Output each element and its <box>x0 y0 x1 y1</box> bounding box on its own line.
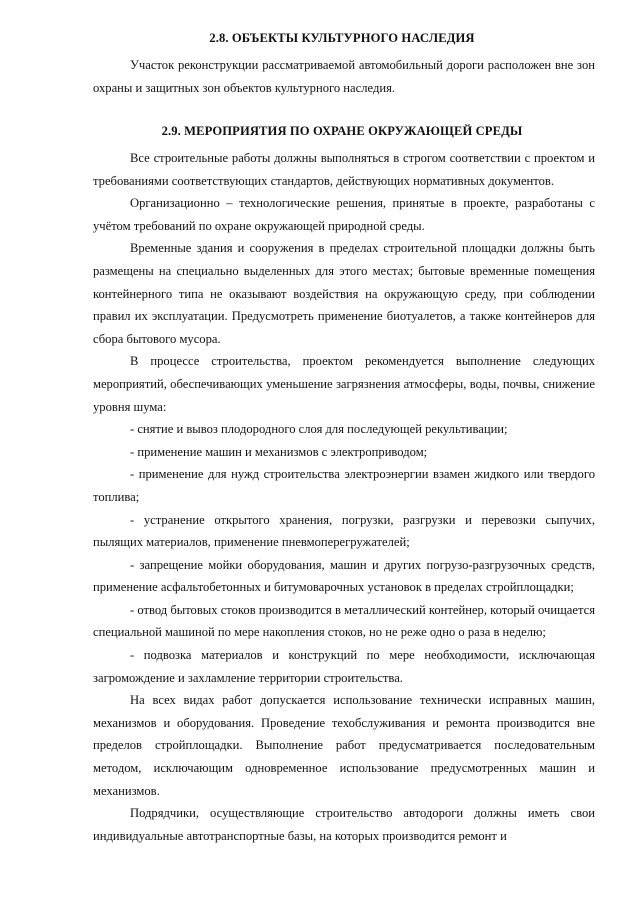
section-heading-cultural-heritage: 2.8. ОБЪЕКТЫ КУЛЬТУРНОГО НАСЛЕДИЯ <box>209 31 475 45</box>
list-item: - отвод бытовых стоков производится в металлический контейнер, который очищается специальной машиной по мере накопления стоков, но не реже одно о раза в неделю; <box>93 602 595 640</box>
list-item: - применение машин и механизмов с электроприводом; <box>130 444 428 459</box>
section-body-environmental-measures <box>93 147 595 847</box>
list-item: - применение для нужд строительства электроэнергии взамен жидкого или твердого топлива; <box>93 467 595 504</box>
paragraph: На всех видах работ допускается использование технически исправных машин, механизмов и оборудования. Проведение техобслуживания и ремонта производится вне пределов стройплощадки. Выполнение работ предусматривается последовательным методом, исключающим одновременное использование предусмотренных машин и механизмов. <box>93 693 595 798</box>
paragraph: Подрядчики, осуществляющие строительство автодороги должны иметь свои индивидуальные автотранспортные базы, на которых производится ремонт и <box>93 806 595 843</box>
list-item: - снятие и вывоз плодородного слоя для последующей рекультивации; <box>130 422 508 437</box>
paragraph: В процессе строительства, проектом рекомендуется выполнение следующих мероприятий, обеспечивающих уменьшение загрязнения атмосферы, воды, почвы, снижение уровня шума: <box>93 354 595 414</box>
paragraph: Организационно – технологические решения, принятые в проекте, разработаны с учётом требований по охране окружающей природной среды. <box>93 196 595 233</box>
paragraph: Временные здания и сооружения в пределах строительной площадки должны быть размещены на специально выделенных для этого местах; бытовые временные помещения контейнерного типа не оказывают воздействия на окружающую среду, при соблюдении правил их эксплуатации. Предусмотреть применение биотуалетов, а также контейнеров для сбора бытового мусора. <box>93 241 595 346</box>
list-item: - подвозка материалов и конструкций по мере необходимости, исключающая загромождение и захламление территории строительства. <box>93 648 595 685</box>
list-item: - запрещение мойки оборудования, машин и других погрузо-разгрузочных средств, применение асфальтобетонных и битумоварочных установок в пределах стройплощадки; <box>93 557 595 595</box>
paragraph: Все строительные работы должны выполняться в строгом соответствии с проектом и требованиями соответствующих стандартов, действующих нормативных документов. <box>93 151 595 188</box>
section-heading-environmental-measures: 2.9. МЕРОПРИЯТИЯ ПО ОХРАНЕ ОКРУЖАЮЩЕЙ СРЕДЫ <box>161 124 523 138</box>
section-body-cultural-heritage <box>93 54 595 99</box>
paragraph: Участок реконструкции рассматриваемой автомобильный дороги расположен вне зон охраны и защитных зон объектов культурного наследия. <box>93 58 595 95</box>
list-item: - устранение открытого хранения, погрузки, разгрузки и перевозки сыпучих, пылящих материалов, применение пневмоперегружателей; <box>93 512 595 550</box>
